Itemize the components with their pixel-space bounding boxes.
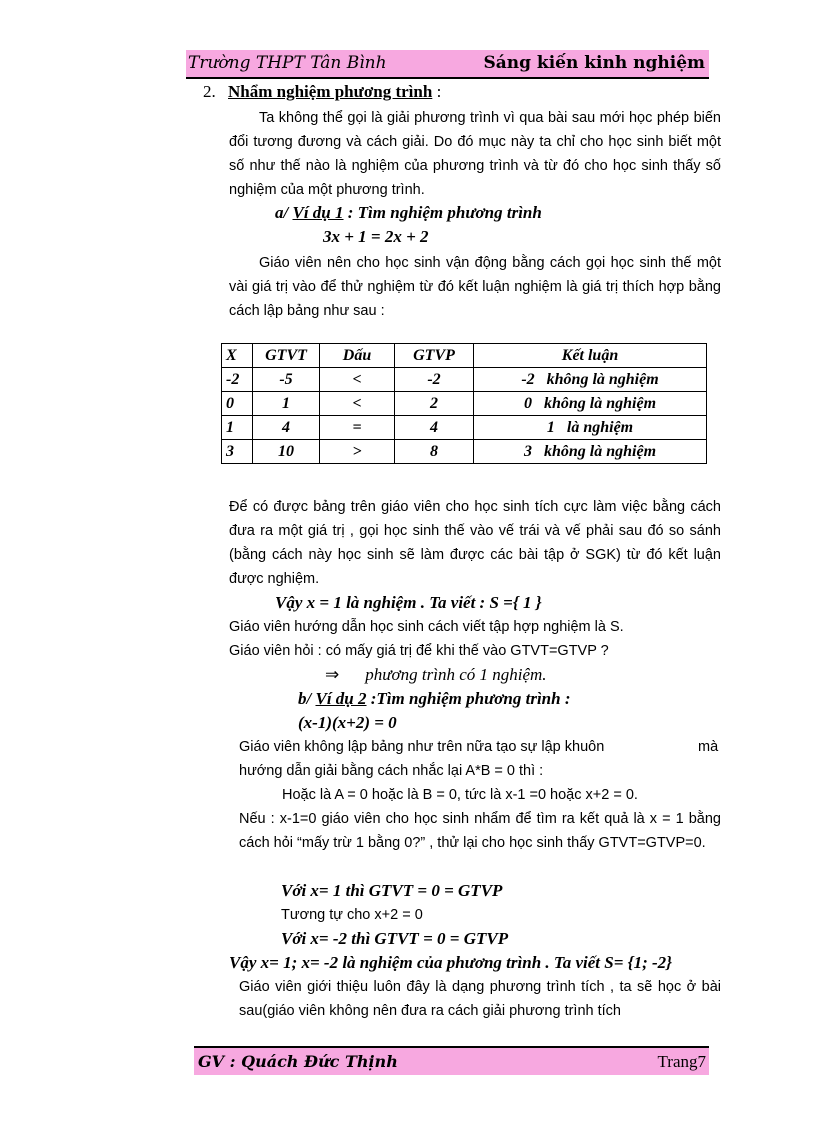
- table-cell: 1: [253, 392, 320, 416]
- table-header-cell: GTVP: [395, 344, 474, 368]
- final-paragraph: Giáo viên giới thiệu luôn đây là dạng phương trình tích , ta sẽ học ở bài sau(giáo viên không nên đưa ra cách giải phương trình tích: [239, 979, 721, 1019]
- table-cell: 0 không là nghiệm: [474, 392, 707, 416]
- page-number: Trang7: [657, 1052, 706, 1071]
- section-number: 2.: [203, 82, 216, 101]
- table-cell: 8: [395, 440, 474, 464]
- test-values-table: [221, 343, 707, 464]
- table-header-row: [222, 344, 707, 368]
- table-cell: <: [320, 368, 395, 392]
- table-cell: 3 không là nghiệm: [474, 440, 707, 464]
- p2-paragraph: Nếu : x-1=0 giáo viên cho học sinh nhẩm để tìm ra kết quả là x = 1 bằng cách hỏi “mấy trừ 1 bằng 0?” , thử lại cho học sinh thấy GTVT=GTVP=0.: [239, 811, 721, 851]
- table-header-cell: GTVT: [253, 344, 320, 368]
- author-name: GV : Quách Đức Thịnh: [198, 1052, 398, 1071]
- question-line: Giáo viên hỏi : có mấy giá trị để khi thế vào GTVT=GTVP ?: [229, 643, 609, 659]
- similar-line: Tương tự cho x+2 = 0: [281, 907, 423, 923]
- page-header: [186, 50, 709, 79]
- example2-label: Ví dụ 2: [315, 689, 367, 708]
- table-cell: 1 là nghiệm: [474, 416, 707, 440]
- table-row: [222, 440, 707, 464]
- section-heading: [203, 80, 441, 104]
- intro-paragraph: Ta không thể gọi là giải phương trình vì qua bài sau mới học phép biến đổi tương đương và cách giải. Do đó mục này ta chỉ cho học sinh biết một số như thế nào là nghiệm của phương trình và từ đó cho học sinh thấy số nghiệm của một phương trình.: [229, 110, 721, 198]
- section-colon: :: [436, 82, 442, 101]
- example1-equation: 3x + 1 = 2x + 2: [323, 227, 429, 246]
- example1-paragraph: Giáo viên nên cho học sinh vận động bằng cách gọi học sinh thế một vài giá trị vào để thử nghiệm từ đó kết luận nghiệm là giá trị thích hợp bằng cách lập bảng như sau :: [229, 255, 721, 319]
- table-cell: >: [320, 440, 395, 464]
- implies-line: [325, 663, 547, 688]
- table-header-cell: Dấu: [320, 344, 395, 368]
- p2-line1: [239, 735, 604, 759]
- example2-prefix: b/: [298, 689, 312, 708]
- table-cell: 3: [222, 440, 253, 464]
- p2-line1-text: Giáo viên không lập bảng như trên nữa tạo sự lập khuôn: [239, 739, 605, 755]
- table-row: [222, 392, 707, 416]
- table-cell: <: [320, 392, 395, 416]
- example2-equation: (x-1)(x+2) = 0: [298, 713, 397, 732]
- table-cell: -2 không là nghiệm: [474, 368, 707, 392]
- example1-text: : Tìm nghiệm phương trình: [347, 203, 542, 222]
- table-cell: -5: [253, 368, 320, 392]
- guide-line: Giáo viên hướng dẫn học sinh cách viết tập hợp nghiệm là S.: [229, 619, 624, 635]
- conclusion-1: Vậy x = 1 là nghiệm . Ta viết : S ={ 1 }: [275, 593, 542, 612]
- p2-line1-end: mà: [698, 739, 719, 755]
- after-table-paragraph: Để có được bảng trên giáo viên cho học sinh tích cực làm việc bằng cách đưa ra một giá trị , gọi học sinh thế vào vế trái và vế phải sau đó so sánh (bằng cách này học sinh sẽ làm được các bài tập ở SGK) từ đó kết luận được nghiệm.: [229, 499, 721, 587]
- table-header-cell: Kết luận: [474, 344, 707, 368]
- example2-text: :Tìm nghiệm phương trình :: [370, 689, 571, 708]
- table-cell: 10: [253, 440, 320, 464]
- table-cell: 2: [395, 392, 474, 416]
- implies-arrow-icon: ⇒: [325, 665, 340, 684]
- table-cell: 4: [395, 416, 474, 440]
- with-x2: Với x= -2 thì GTVT = 0 = GTVP: [281, 929, 509, 948]
- table-cell: -2: [395, 368, 474, 392]
- table-cell: -2: [222, 368, 253, 392]
- table-cell: 4: [253, 416, 320, 440]
- example2-heading: [298, 687, 571, 711]
- table-header-cell: X: [222, 344, 253, 368]
- table-cell: 1: [222, 416, 253, 440]
- example1-prefix: a/: [275, 203, 289, 222]
- p2-line2: hướng dẫn giải bằng cách nhắc lại A*B = 0 thì :: [239, 763, 544, 779]
- table-cell: =: [320, 416, 395, 440]
- section-title: Nhẩm nghiệm phương trình: [228, 82, 433, 101]
- page-footer: [194, 1046, 709, 1075]
- example1-label: Ví dụ 1: [292, 203, 344, 222]
- example1-heading: [275, 201, 542, 225]
- table-cell: 0: [222, 392, 253, 416]
- with-x1: Với x= 1 thì GTVT = 0 = GTVP: [281, 881, 503, 900]
- conclusion-2: Vậy x= 1; x= -2 là nghiệm của phương trình . Ta viết S= {1; -2}: [229, 953, 673, 972]
- p2-line3: Hoặc là A = 0 hoặc là B = 0, tức là x-1 =0 hoặc x+2 = 0.: [282, 787, 638, 803]
- document-title: Sáng kiến kinh nghiệm: [483, 53, 705, 73]
- table-row: [222, 416, 707, 440]
- table-row: [222, 368, 707, 392]
- school-name: Trường THPT Tân Bình: [188, 53, 387, 73]
- implies-text: phương trình có 1 nghiệm.: [365, 665, 547, 684]
